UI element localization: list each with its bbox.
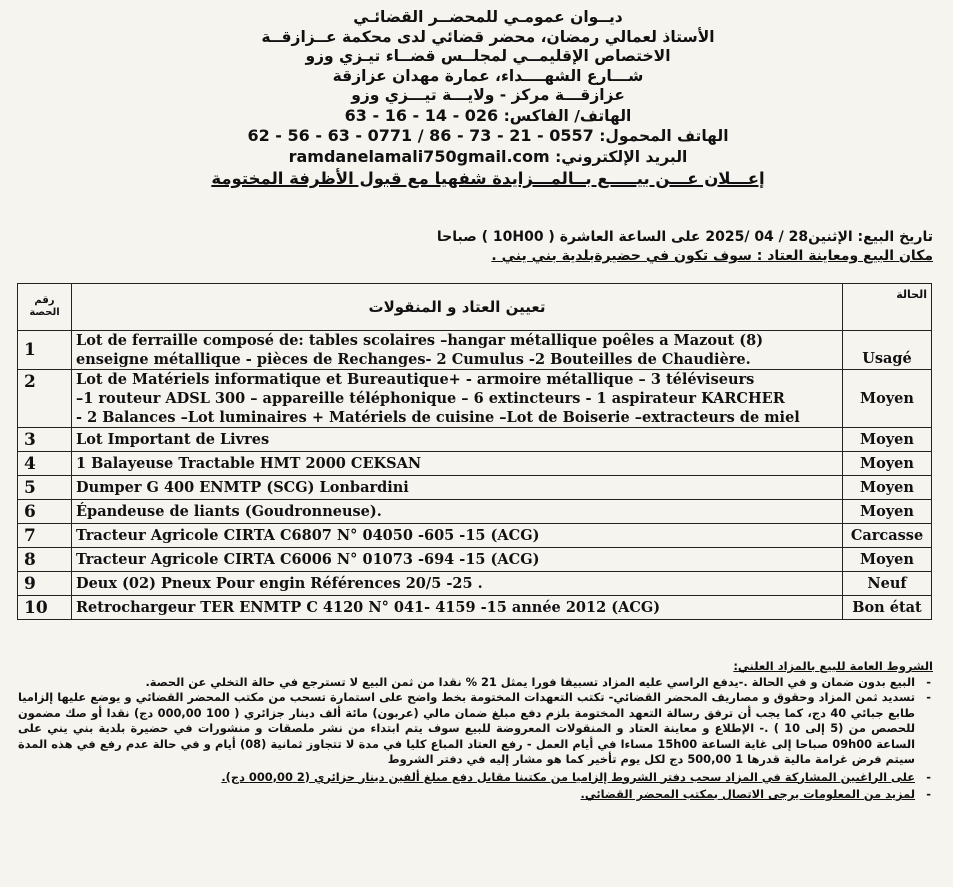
- lot-description: Tracteur Agricole CIRTA C6006 N° 01073 -694 -15 (ACG): [72, 548, 843, 572]
- list-item: - تسديد ثمن المزاد وحقوق و مصاريف المحضر القضائي- تكتب التعهدات المختومة بخط واضح على استمارة تسحب من مكتب المحضر القضائي و يوضع عليها إلزاميا طابع جبائي 40 دج، كما يجب أن ترفق رسالة التعهد المختومة بلزم دفع مبلغ ضمان مالي (عربون) مائة ألف دينار جزائري ( 100 000,00 دج) نقدا أو صك مضمون للحصص من (5 إلى 10 ) .- الإطلاع و معاينة العتاد و المنقولات المعروضة للبيع سوف يتم ابتداء من نشر ملصقات و منشورات في حضيرة بلدية بني يني على الساعة 09h00 صباحا إلى غاية الساعة 15h00 مساءا في أيام العمل - رفع العتاد المباع كليا في مدة لا تتجاوز ثمانية (08) أيام و في حالة عدم رفع في هذه المدة سيتم فرض غرامة مالية قدرها 1 500,00 دج لكل يوم تأخير كما هو مشار إليه في دفتر الشروط: [18, 690, 915, 768]
- table-row: [18, 331, 932, 370]
- email-address: ramdanelamali750gmail.com: [288, 146, 550, 166]
- lot-description: 1 Balayeuse Tractable HMT 2000 CEKSAN: [72, 452, 843, 476]
- col-description: تعيين العتاد و المنقولات: [72, 284, 843, 331]
- lot-number: 9: [18, 572, 72, 596]
- conditions-list: [18, 675, 933, 803]
- lot-number: 1: [18, 331, 72, 370]
- sale-conditions: [18, 659, 933, 803]
- sale-date-text: الإثنين28 / 04 /2025 على الساعة العاشرة ( 10H00 ) صباحا: [436, 229, 853, 245]
- lot-description: Lot Important de Livres: [72, 428, 843, 452]
- list-item: - لمزيد من المعلومات يرجى الاتصال بمكتب المحضر القضائي.: [18, 787, 915, 803]
- lot-number: 10: [18, 596, 72, 620]
- city-address: عزازقـــة مركز - ولايـــة تيـــزي وزو: [351, 86, 625, 104]
- lot-condition: Moyen: [843, 370, 932, 428]
- lot-description: Lot de ferraille composé de: tables scolaires –hangar métallique poêles a Mazout (8) enseigne métallique - pièces de Rechanges- 2 Cumulus -2 Bouteilles de Chaudière.: [72, 331, 843, 370]
- sale-place-label: مكان البيع ومعاينة العتاد :: [756, 248, 933, 264]
- lot-condition: Bon état: [843, 596, 932, 620]
- fax-label: الهاتف/ الفاكس:: [503, 106, 632, 125]
- table-row: [18, 548, 932, 572]
- email-line: [208, 147, 768, 168]
- table-row: [18, 500, 932, 524]
- email-label: البريد الإلكتروني:: [555, 147, 688, 166]
- lot-number: 8: [18, 548, 72, 572]
- table-row: [18, 452, 932, 476]
- col-condition: الحالة: [843, 284, 932, 331]
- office-name: ديــوان عمومـي للمحضــر القضائـي: [353, 8, 623, 26]
- lot-number: 7: [18, 524, 72, 548]
- fax-number: 63 - 16 - 14 - 026: [344, 105, 499, 125]
- table-row: [18, 596, 932, 620]
- lot-number: 3: [18, 428, 72, 452]
- table-row: [18, 370, 932, 428]
- table-header-row: [18, 284, 932, 331]
- fax-line: [208, 106, 768, 127]
- mobile-label: الهاتف المحمول:: [599, 127, 729, 145]
- lot-description: Tracteur Agricole CIRTA C6807 N° 04050 -605 -15 (ACG): [72, 524, 843, 548]
- lot-condition: Moyen: [843, 548, 932, 572]
- lot-condition: Carcasse: [843, 524, 932, 548]
- list-item: - على الراغبين المشاركة في المزاد سحب دفتر الشروط إلزاميا من مكتبنا مقابل دفع مبلغ ألفين دينار جزائري (2 000,00 دج).: [18, 770, 915, 786]
- lot-description: Dumper G 400 ENMTP (SCG) Lonbardini: [72, 476, 843, 500]
- lot-number: 5: [18, 476, 72, 500]
- lot-number: 2: [18, 370, 72, 428]
- letterhead: [208, 8, 768, 189]
- sale-date-label: تاريخ البيع:: [857, 229, 933, 245]
- street-address: شـــارع الشهــــداء، عمارة مهدان عزازقة: [332, 66, 644, 85]
- lot-number: 6: [18, 500, 72, 524]
- lot-description: Lot de Matériels informatique et Bureautique+ - armoire métallique – 3 téléviseurs –1 routeur ADSL 300 – appareille téléphonique – 6 extincteurs - 1 aspirateur KARCHER - 2 Balances –Lot luminaires + Matériels de cuisine –Lot de Boiserie –extracteurs de miel: [72, 370, 843, 428]
- lot-number: 4: [18, 452, 72, 476]
- conditions-title: الشروط العامة للبيع بالمزاد العلني:: [733, 659, 933, 673]
- lot-condition: Usagé: [843, 331, 932, 370]
- table-row: [18, 524, 932, 548]
- lot-description: Retrochargeur TER ENMTP C 4120 N° 041- 4159 -15 année 2012 (ACG): [72, 596, 843, 620]
- lot-condition: Moyen: [843, 452, 932, 476]
- lot-condition: Moyen: [843, 428, 932, 452]
- col-lot-number: رقم الحصة: [18, 284, 72, 331]
- lot-description: Épandeuse de liants (Goudronneuse).: [72, 500, 843, 524]
- jurisdiction: الاختصاص الإقليمــي لمجلــس قضــاء تيـزي وزو: [305, 47, 671, 65]
- lots-table: [17, 283, 932, 620]
- bailiff-name: الأستاذ لعمالي رمضان، محضر قضائي لدى محكمة عــزازقــة: [261, 27, 715, 46]
- mobile-line: [208, 126, 768, 147]
- sale-place-text: سوف تكون في حضيرةبلدية بني يني .: [491, 248, 752, 264]
- table-row: [18, 572, 932, 596]
- table-row: [18, 476, 932, 500]
- lot-condition: Neuf: [843, 572, 932, 596]
- list-item: - البيع بدون ضمان و في الحالة .-يدفع الراسي عليه المزاد تسبيقا فورا يمثل 21 % نقدا من ثمن البيع لا تسترجع في حالة التخلي عن الحصة.: [18, 675, 915, 691]
- lot-condition: Moyen: [843, 476, 932, 500]
- sale-info: [18, 228, 933, 266]
- announcement-title: إعـــلان عـــن بيـــــع بــالمـــزايدة شفهيا مع قبول الأظرفة المختومة: [211, 169, 765, 188]
- lot-description: Deux (02) Pneux Pour engin Références 20/5 -25 .: [72, 572, 843, 596]
- sale-place-row: [18, 247, 933, 266]
- mobile-number: 62 - 56 - 63 - 0771 / 86 - 73 - 21 - 0557: [247, 126, 594, 145]
- sale-date-row: [18, 228, 933, 247]
- table-row: [18, 428, 932, 452]
- lot-condition: Moyen: [843, 500, 932, 524]
